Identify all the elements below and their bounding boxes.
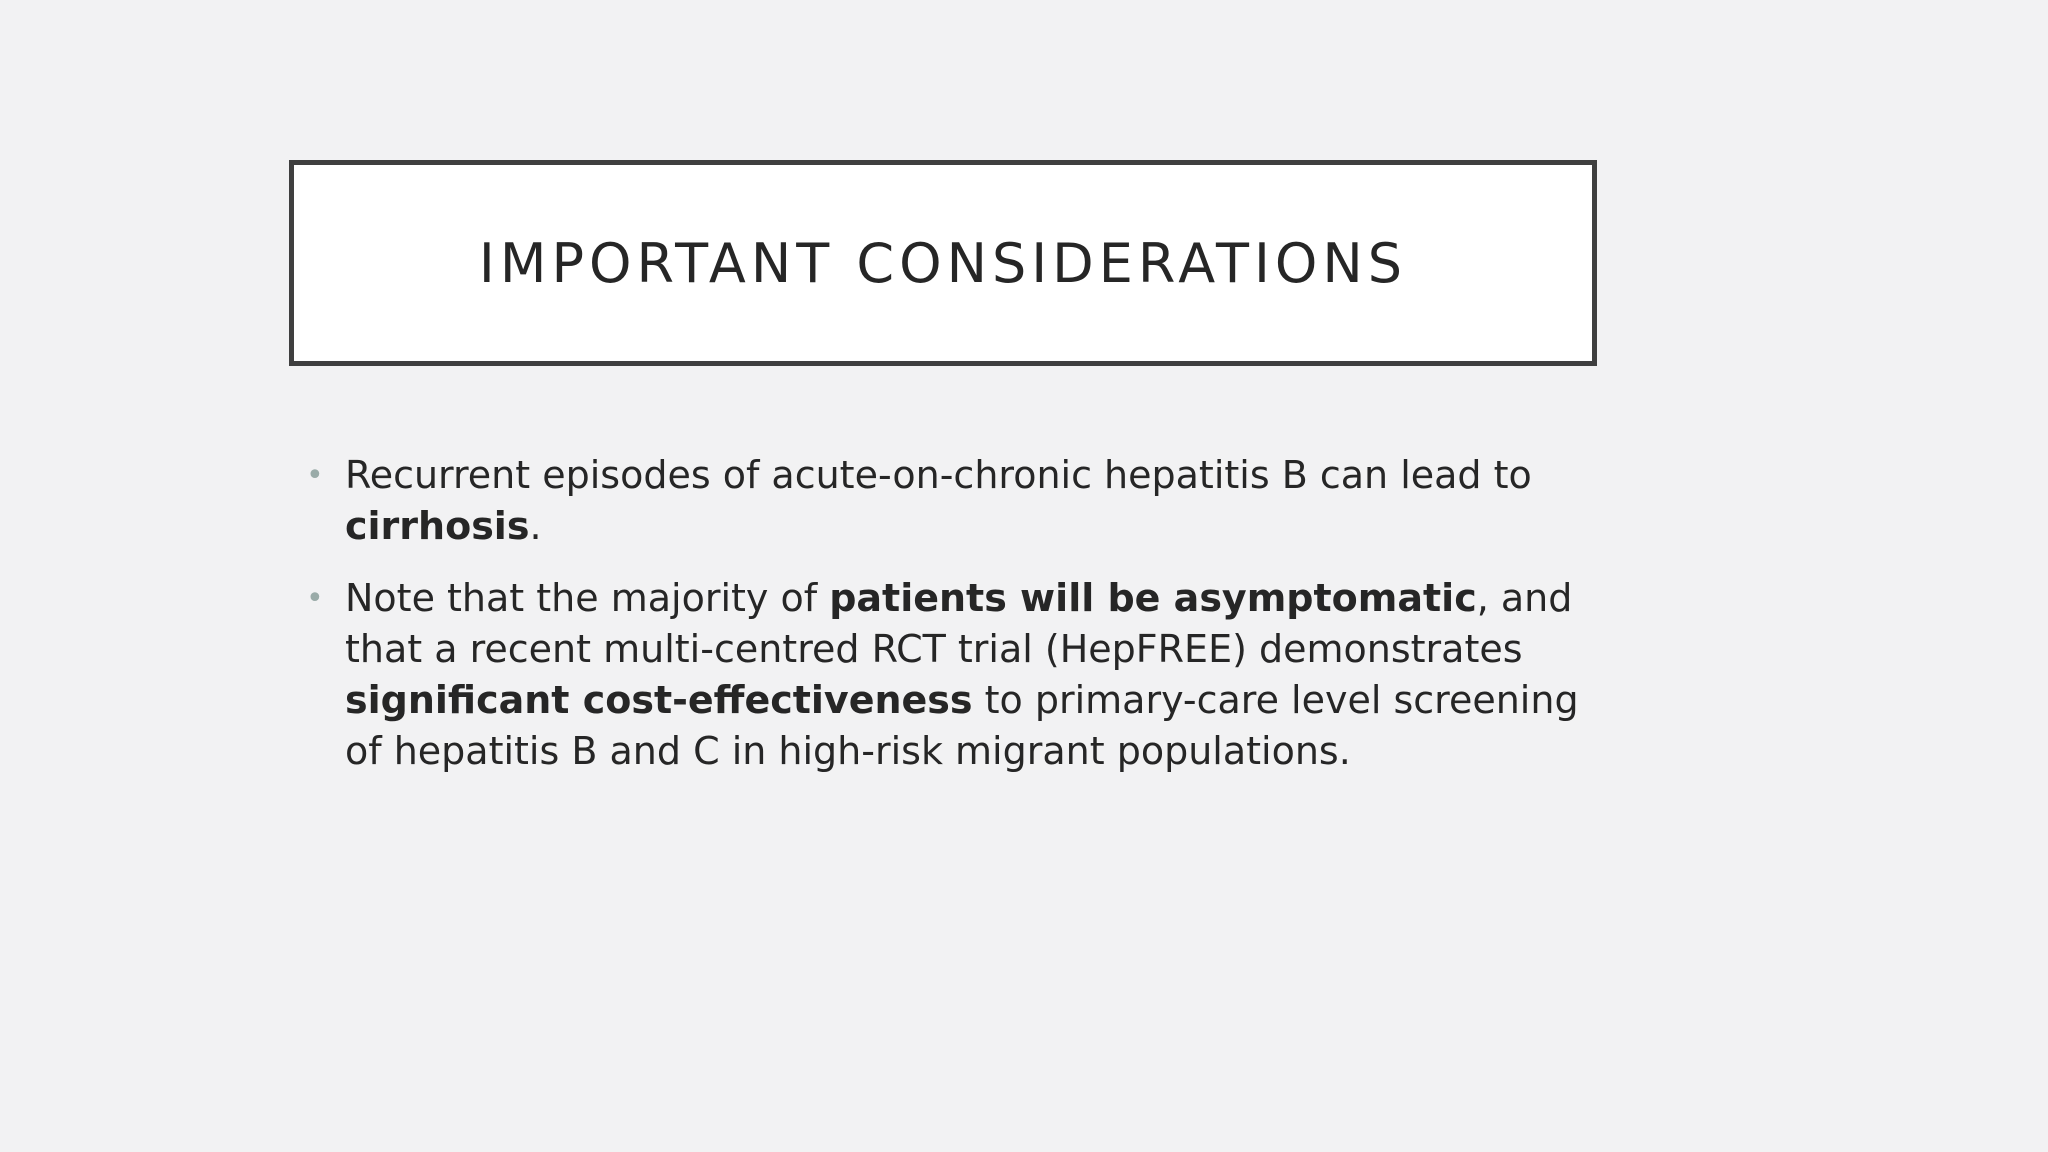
bullet-text — [345, 453, 1532, 548]
bullet-text-segment: Note that the majority of — [345, 576, 830, 620]
bullet-text-bold-segment: cirrhosis — [345, 504, 530, 548]
bullet-text-segment: , and that a recent multi-centred RCT trial (HepFREE) demonstrates — [345, 576, 1573, 671]
bullet-text — [345, 576, 1579, 773]
bullet-icon: • — [306, 458, 324, 493]
bullet-icon: • — [306, 581, 324, 616]
bullet-item-1 — [300, 450, 1590, 552]
bullet-text-segment: Recurrent episodes of acute-on-chronic hepatitis B can lead to — [345, 453, 1532, 497]
bullet-text-bold-segment: patients will be asymptomatic — [829, 576, 1477, 620]
bullet-item-2 — [300, 573, 1590, 777]
bullet-text-segment: . — [529, 504, 542, 548]
title-box — [289, 160, 1597, 366]
slide-title: IMPORTANT CONSIDERATIONS — [478, 231, 1408, 295]
bullet-text-segment: to primary-care level screening of hepatitis B and C in high-risk migrant populations. — [345, 678, 1579, 773]
bullet-list — [300, 450, 1590, 798]
bullet-text-bold-segment: significant cost-effectiveness — [345, 678, 973, 722]
